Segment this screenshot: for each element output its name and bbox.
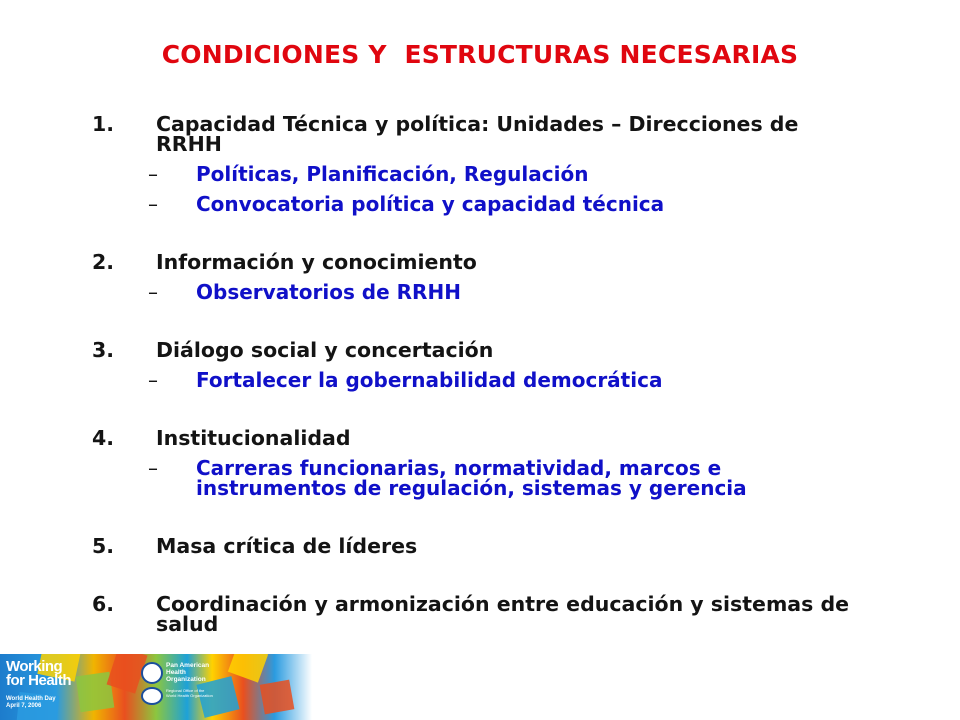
dash-bullet: –: [148, 368, 158, 392]
org-subtitle: [166, 688, 213, 698]
list-number: 5.: [92, 534, 115, 558]
banner-tile: [260, 680, 295, 715]
list-item-2: [92, 252, 852, 272]
org-line: Organization: [166, 676, 206, 683]
list-number: 1.: [92, 112, 115, 136]
dash-bullet: –: [148, 280, 158, 304]
event-line: World Health Day: [6, 696, 56, 702]
sub-item: [92, 282, 852, 302]
banner-tile: [228, 654, 268, 683]
list-number: 4.: [92, 426, 115, 450]
sub-item-text: Observatorios de RRHH: [196, 280, 461, 304]
event-label: [6, 696, 56, 710]
list-item-text: Diálogo social y concertación: [156, 338, 494, 362]
org-sub-line: World Health Organization: [166, 693, 213, 698]
list-item-5: [92, 536, 852, 556]
campaign-line: Working: [6, 658, 63, 675]
slide-title: CONDICIONES Y ESTRUCTURAS NECESARIAS: [161, 40, 799, 69]
campaign-banner: [0, 654, 312, 720]
list-number: 3.: [92, 338, 115, 362]
sub-item: [92, 194, 852, 214]
list-item-text: Capacidad Técnica y política: Unidades – Direcciones de RRHH: [156, 112, 799, 156]
org-name: [166, 662, 209, 683]
sub-item-text: Fortalecer la gobernabilidad democrática: [196, 368, 663, 392]
sub-item: [92, 370, 852, 390]
dash-bullet: –: [148, 192, 158, 216]
dash-bullet: –: [148, 162, 158, 186]
list-item-text: Institucionalidad: [156, 426, 351, 450]
list-item-text: Información y conocimiento: [156, 250, 477, 274]
list-item-6: [92, 594, 852, 634]
list-item-text: Masa crítica de líderes: [156, 534, 418, 558]
list-item-text: Coordinación y armonización entre educación y sistemas de salud: [156, 592, 850, 636]
sub-item-text: Carreras funcionarias, normatividad, marcos e instrumentos de regulación, sistemas y gerencia: [196, 456, 747, 500]
org-sub-line: Regional Office of the: [166, 688, 205, 693]
dash-bullet: –: [148, 456, 158, 480]
who-logo-icon: [141, 687, 163, 705]
sub-item-text: Políticas, Planificación, Regulación: [196, 162, 589, 186]
sub-item-text: Convocatoria política y capacidad técnica: [196, 192, 665, 216]
slide-content: [92, 114, 852, 634]
event-line: April 7, 2006: [6, 703, 42, 709]
org-line: Pan American: [166, 662, 210, 669]
sub-item: [92, 458, 852, 498]
list-item-4: [92, 428, 852, 448]
campaign-line: for Health: [6, 672, 72, 689]
list-item-3: [92, 340, 852, 360]
org-line: Health: [166, 669, 186, 676]
sub-item: [92, 164, 852, 184]
list-item-1: [92, 114, 852, 154]
list-number: 6.: [92, 592, 115, 616]
list-number: 2.: [92, 250, 115, 274]
campaign-title: [6, 660, 71, 688]
paho-logo-icon: [141, 662, 163, 684]
